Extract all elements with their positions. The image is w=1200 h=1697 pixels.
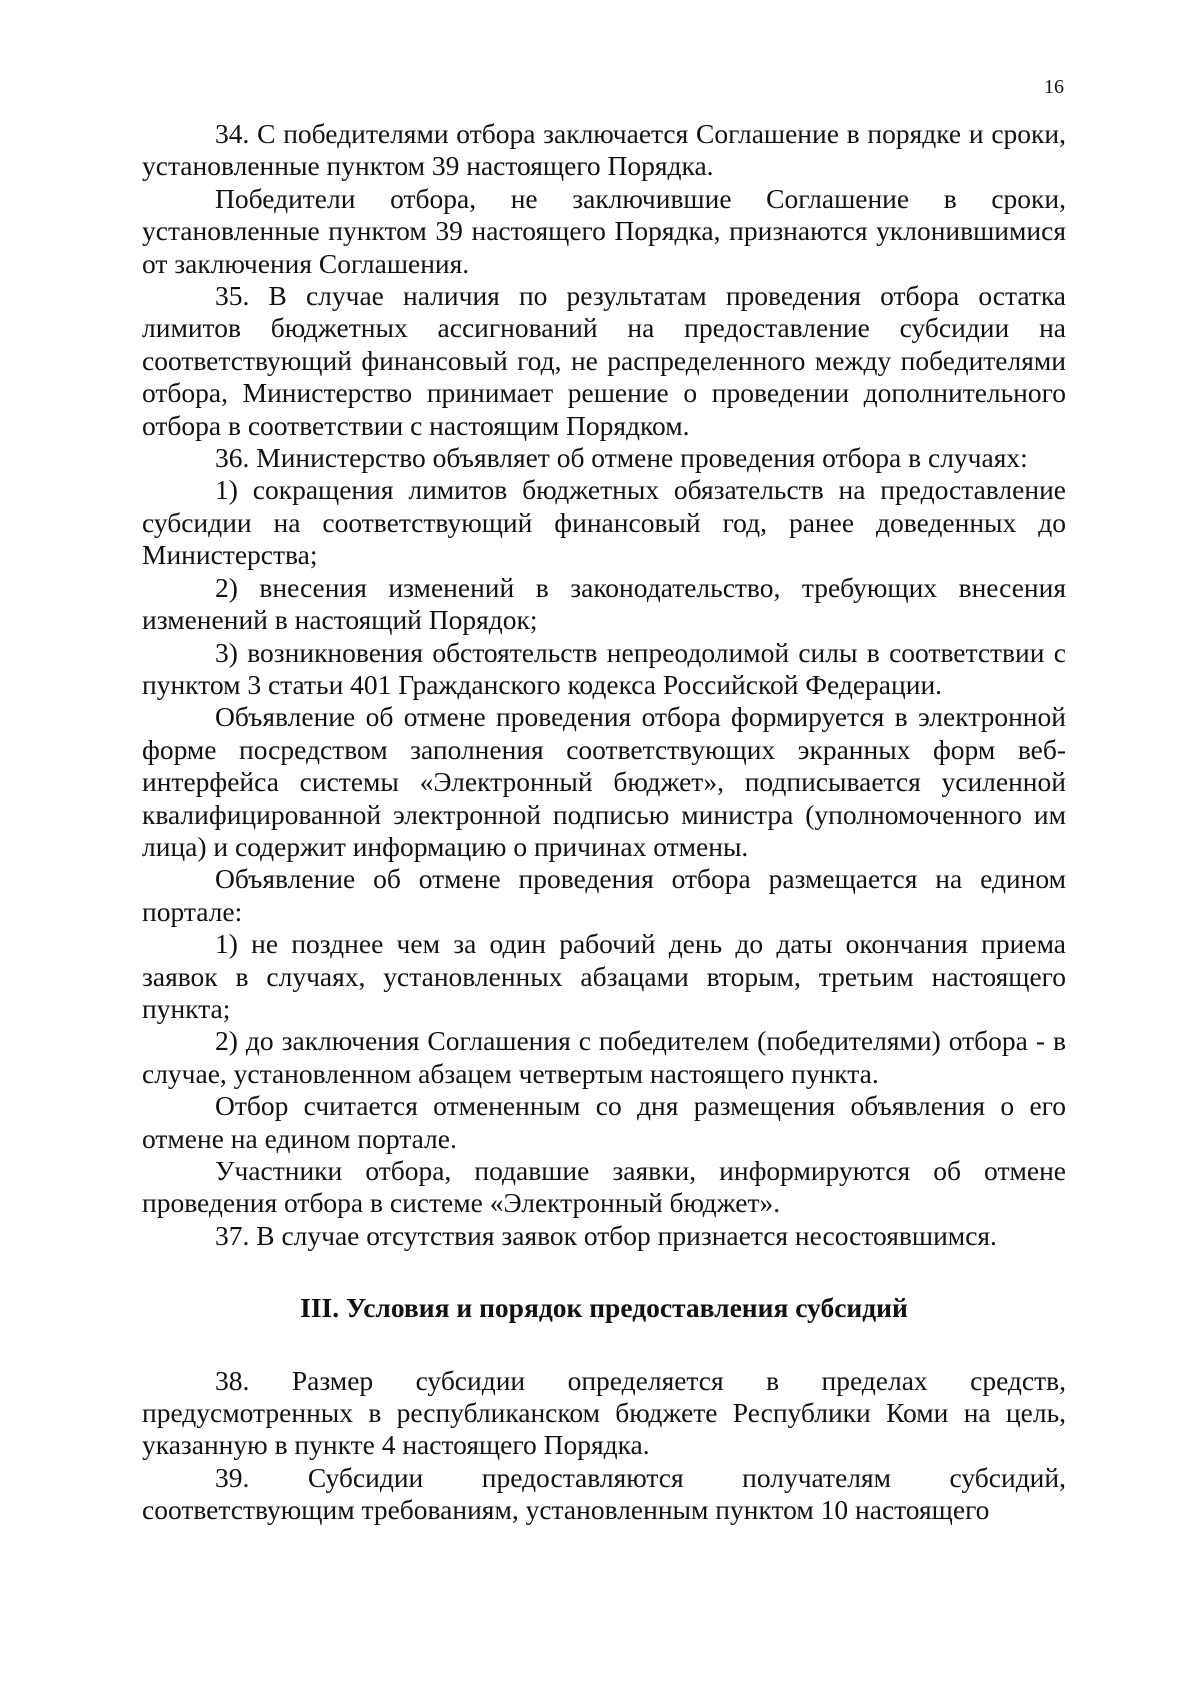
- document-body: [142, 118, 1066, 1527]
- paragraph-36: 36. Министерство объявляет об отмене проведения отбора в случаях:: [215, 442, 1028, 474]
- page-number: 16: [1044, 76, 1064, 98]
- paragraph-38: 38. Размер субсидии определяется в пределах средств, предусмотренных в республиканском бюджете Республики Коми на цель, указанную в пункте 4 настоящего Порядка.: [142, 1364, 1066, 1461]
- paragraph-participants-informed: Участники отбора, подавшие заявки, информируются об отмене проведения отбора в системе «Электронный бюджет».: [142, 1155, 1066, 1219]
- list-item-36-1: 1) сокращения лимитов бюджетных обязательств на предоставление субсидии на соответствующий финансовый год, ранее доведенных до Министерства;: [142, 474, 1066, 571]
- list-item-portal-2: 2) до заключения Соглашения с победителем (победителями) отбора - в случае, установленном абзацем четвертым настоящего пункта.: [142, 1025, 1066, 1089]
- paragraph-37: 37. В случае отсутствия заявок отбор признается несостоявшимся.: [215, 1219, 997, 1251]
- paragraph-cancel-effective: Отбор считается отмененным со дня размещения объявления о его отмене на едином портале.: [142, 1090, 1066, 1154]
- list-item-36-2: 2) внесения изменений в законодательство, требующих внесения изменений в настоящий Порядок;: [142, 571, 1066, 636]
- list-item-portal-1: 1) не позднее чем за один рабочий день до даты окончания приема заявок в случаях, установленных абзацами вторым, третьим настоящего пункта;: [142, 928, 1066, 1024]
- paragraph-35: 35. В случае наличия по результатам проведения отбора остатка лимитов бюджетных ассигнований на предоставление субсидии на соответствующий финансовый год, не распределенного между победителями отбора, Министерство принимает решение о проведении дополнительного отбора в соответствии с настоящим Порядком.: [142, 280, 1066, 441]
- paragraph-cancel-notice-form: Объявление об отмене проведения отбора формируется в электронной форме посредством заполнения соответствующих экранных форм веб-интерфейса системы «Электронный бюджет», подписывается усиленной квалифицированной электронной подписью министра (уполномоченного им лица) и содержит информацию о причинах отмены.: [142, 701, 1066, 862]
- paragraph-34: 34. С победителями отбора заключается Соглашение в порядке и сроки, установленные пунктом 39 настоящего Порядка.: [142, 118, 1066, 182]
- list-item-36-3: 3) возникновения обстоятельств непреодолимой силы в соответствии с пунктом 3 статьи 401 Гражданского кодекса Российской Федерации.: [142, 636, 1066, 700]
- paragraph-cancel-notice-portal: Объявление об отмене проведения отбора размещается на едином портале:: [142, 863, 1066, 927]
- paragraph-39: 39. Субсидии предоставляются получателям субсидий, соответствующим требованиям, установленным пунктом 10 настоящего: [142, 1461, 1066, 1526]
- paragraph-winners-refusal: Победители отбора, не заключившие Соглашение в сроки, установленные пунктом 39 настоящего Порядка, признаются уклонившимися от заключения Соглашения.: [142, 182, 1066, 279]
- section-heading: III. Условия и порядок предоставления субсидий: [300, 1292, 908, 1324]
